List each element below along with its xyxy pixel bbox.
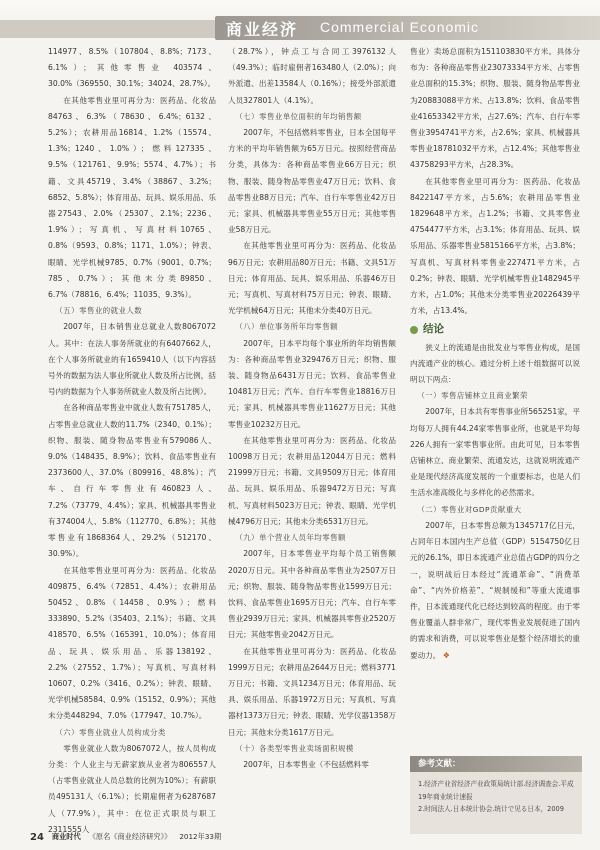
paragraph: 114977、8.5%（107804、8.8%；7173、6.1%）；其他零售业 403574、30.0%（369550、30.1%；34024、28.7%）。 — [48, 47, 216, 89]
subheading: （六）零售业就业人员构成分类 — [55, 727, 166, 737]
conclusion-heading — [410, 321, 580, 337]
section-title-en: Commercial Economic — [320, 19, 480, 35]
column-2 — [228, 44, 396, 773]
paragraph: 2007年，不包括燃料零售业，日本全国每平方米的平均年销售额为65万日元。按照经营商品分类，具体为：各种商品零售业66万日元；织物、服装、随身物品零售业47万日元；饮料、食品零售业88万日元；汽车、自行车零售业42万日元；家具、机械器具零售业55万日元；其他零售业58万日元。 — [228, 128, 396, 235]
subheading: （五）零售业的就业人数 — [55, 306, 143, 316]
paragraph: 在各种商品零售业中就业人数有751785人，占零售业总就业人数的11.7%（2340、0.1%）；织物、服装、随身物品零售业有579086人、9.0%（148435、8.9%）；饮料、食品零售业有2373600人、37.0%（809916、48.8%）；汽车、自行车零售业有460823人、7.2%（73779、4.4%）；家具、机械器具零售业有374004人、5.8%（112770、6.8%）；其他零售业有1868364人、29.2%（512170、30.9%）。 — [48, 403, 216, 559]
conclusion-label: 结论 — [423, 323, 444, 336]
subheading: （八）单位事务所年均零售额 — [235, 322, 338, 332]
subheading: （一）零售店铺林立且商业繁荣 — [417, 391, 528, 401]
journal-name: 商业时代 — [51, 832, 81, 841]
paragraph: 售业）卖场总面积为151103830平方米。具体分布为：各种商品零售业23073334平方米、占零售业总面积的15.3%；织物、服装、随身物品零售业为20883088平方米、占13.8%；饮料、食品零售业41653342平方米，占27.6%；汽车、自行车零售业3954741平方米，占2.6%；家具、机械器具零售业18781032平方米，占12.4%；其他零售业43758293平方米，占28.3%。 — [410, 47, 580, 170]
column-1 — [48, 44, 216, 838]
paragraph: 2007年，日本平均每个事业所的年均销售额为：各种商品零售业329476万日元；织物、服装、随身物品6431万日元；饮料、食品零售业10481万日元；汽车、自行车零售业18816万日元；家具、机械器具零售业11627万日元；其他零售业10232万日元。 — [228, 338, 396, 429]
subheading: （九）单个营业人员年均零售额 — [235, 533, 346, 543]
paragraph: 在其他零售业里可再分为：医药品、化妆品8422147平方米，占5.6%；农耕用品零售业1829648平方米，占1.2%；书籍、文具零售业4754477平方米，占3.1%；体育用品、玩具、娱乐用品、乐器零售业5815166平方米，占3.8%；写真机、写真材料零售业227471平方米，占0.2%；钟表、眼睛、光学机械零售业1482945平方米，占1.0%；其他未分类零售业20226439平方米，占13.4%。 — [410, 176, 580, 316]
subheading: （七）零售业单位面积的年均销售额 — [235, 111, 362, 121]
paragraph — [410, 518, 580, 664]
paragraph: 2007年，日本零售业平均每个员工销售额2020万日元。其中各种商品零售业为2507万日元；织物、服装、随身物品零售业1599万日元；饮料、食品零售业1695万日元；汽车、自行车零售业2939万日元；家具、机械器具零售业2520万日元；其他零售业2042万日元。 — [228, 549, 396, 640]
paragraph: 在其他零售业里可再分为：医药品、化妆品409875、6.4%（72851、4.4%）；农耕用品50452、0.8%（14458、0.9%）；燃料333890、5.2%（35403、2.1%）；书籍、文具418570、6.5%（165391、10.0%）；体育用品、玩具、娱乐用品、乐器138192、2.2%（27552、1.7%）；写真机、写真材料10607、0.2%（3416、0.2%）；钟表、眼睛、光学机械58584、0.9%（15152、0.9%）；其他未分类448294、7.0%（177947、10.7%）。 — [48, 565, 216, 721]
page-number: 24 — [30, 831, 44, 843]
paragraph: 在其他零售业里可再分为：医药品、化妆品84763、6.3%（78630、6.4%；6132、5.2%）；农耕用品16814、1.2%（15574、1.3%；1240、1.0%）；燃料127335、9.5%（121761、9.9%；5574、4.7%）；书籍、文具45719、3.4%（38867、3.2%；6852、5.8%）；体育用品、玩具、娱乐用品、乐器27543、2.0%（25307、2.1%；2236、1.9%）；写真机、写真材料10765、0.8%（9593、0.8%；1171、1.0%）；钟表、眼睛、光学机械9785、0.7%（9001、0.7%；785、0.7%）；其他未分类89850、6.7%（78816、6.4%；11035、9.3%）。 — [48, 95, 216, 300]
references-box — [410, 756, 582, 834]
column-3 — [410, 44, 580, 664]
paragraph: 零售业就业人数为8067072人，按人员构成分类：个人业主与无薪家族从业者为806557人（占零售业就业人员总数的比例为10%）；有薪职员495131人（6.1%）；长期雇佣者为6287687人（77.9%），其中：在位正式职员与职工2311555人 — [48, 743, 216, 834]
paragraph: 在其他零售业里可再分为：医药品、化妆品1999万日元；农耕用品2644万日元；燃料3771万日元；书籍、文具1234万日元；体育用品、玩具、娱乐用品、乐器1972万日元；写真机、写真器材1373万日元；钟表、眼睛、光学仪器1358万日元；其他未分类1617万日元。 — [228, 646, 396, 737]
paragraph-text: 2007年，日本零售总额为1345717亿日元，占同年日本国内生产总值（GDP）5154750亿日元的26.1%，即日本流通产业总值占GDP的四分之一，说明战后日本经过“流通革命”、“消费革命”、“内外价格差”、“规制缓和”等重大流通事件，日本流通现代化已经达到较高的程度。由于零售业覆盖人群非常广，现代零售业发展促进了国内的需求和消费，可以说零售业是整个经济增长的重要动力。 — [410, 520, 580, 660]
paragraph: 2007年，日本销售业总就业人数8067072人。其中：在法人事务所就业的有6407662人，在个人事务所就业的有1659410人（以下内容括号外的数据为法人事业所就业人数及所占比例，括号内的数据为个人事务所就业人数及所占比例）。 — [48, 322, 216, 397]
issue-label: 2012年33期 — [179, 832, 222, 841]
journal-note: 《原名《商业经济研究》》 — [88, 832, 172, 841]
subheading: （二）零售业对GDP贡献重大 — [417, 504, 522, 514]
reference-item: 2.时间法人.日本统计协会.统计で见る日本，2009 — [418, 805, 564, 814]
references-title: 参考文献： — [410, 756, 582, 772]
reference-item: 1.经济产业省经济产业政策局统计部.经济调查会.平成19年商业统计速报 — [418, 780, 574, 801]
page-footer — [30, 830, 590, 844]
paragraph: （28.7%），钟点工与合同工3976132人（49.3%）；临时雇佣者163480人（2.0%）；向外派遣、出差13584人（0.16%）；接受外部派遣人员327801人（4.1%）。 — [228, 47, 396, 105]
paragraph: 在其他零售业里可再分为：医药品、化妆品96万日元；农耕用品80万日元；书籍、文具51万日元；体育用品、玩具、娱乐用品、乐器46万日元；写真机、写真材料75万日元；钟表、眼睛、光学机械64万日元；其他未分类40万日元。 — [228, 241, 396, 316]
subheading: （十）各类型零售业卖场面积规模 — [235, 743, 354, 753]
references-list — [418, 778, 576, 816]
paragraph: 在其他零售业里可再分为：医药品、化妆品10098万日元；农耕用品12044万日元；燃料21999万日元；书籍、文具9509万日元；体育用品、玩具、娱乐用品、乐器9472万日元；写真机、写真材料5023万日元；钟表、眼睛、光学机械4796万日元；其他未分类6531万日元。 — [228, 435, 396, 526]
paragraph: 狭义上的流通是由批发业与零售业构成，是国内流通产业的核心。通过分析上述十组数据可以说明以下两点： — [410, 342, 580, 385]
paragraph: 2007年，日本共有零售事业所565251家，平均每万人拥有44.24家零售事业所，也就是平均每226人拥有一家零售事业所。由此可见，日本零售店铺林立、商业繁荣、流通发达，这就说明流通产业是现代经济高度发展的一个重要标志，也是人们生活水准高级化与多样化的必然需求。 — [410, 407, 580, 498]
end-mark-icon: ❖ — [442, 650, 450, 660]
section-title-cn: 商业经济 — [226, 20, 299, 39]
paragraph: 2007年，日本零售业（不包括燃料零 — [243, 759, 369, 769]
bullet-icon — [410, 326, 418, 334]
